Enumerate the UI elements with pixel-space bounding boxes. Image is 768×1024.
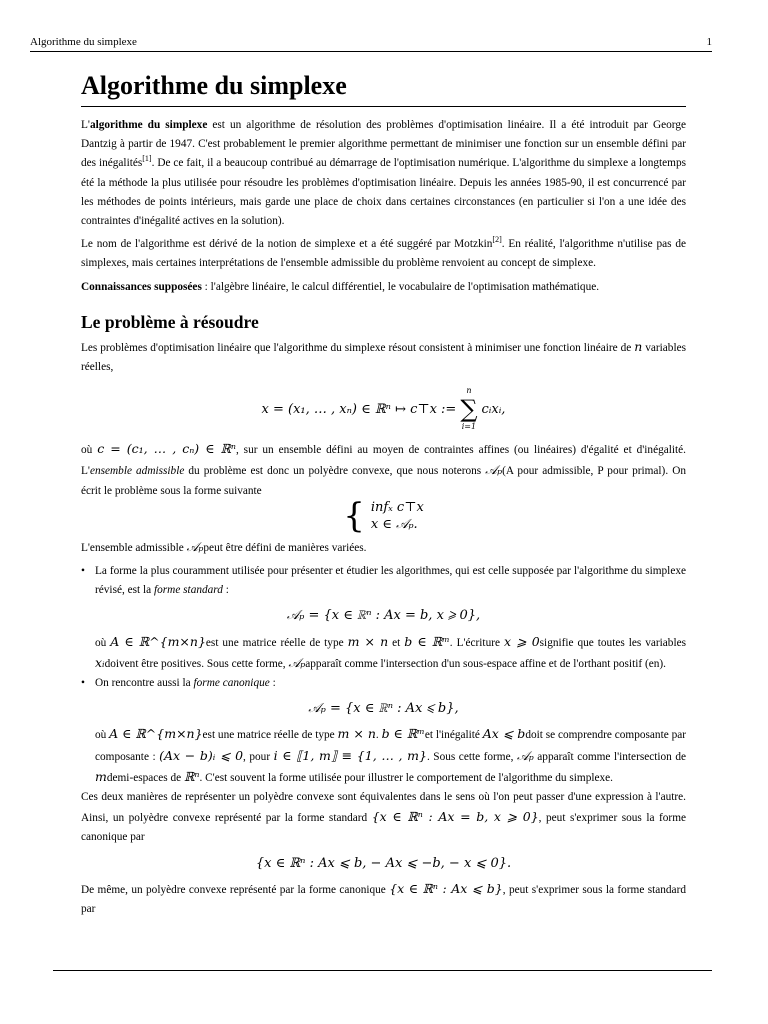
math-b-vector: b ∈ ℝᵐ [404, 633, 450, 649]
math-ax-le-b: Ax ⩽ b [482, 726, 526, 742]
intro-text: . En réalité, l'algorithme n'utilise pas de simplexes, mais certaines interprétations de l'ensemble admissible du problème renvoient au concept de simplexe. [81, 238, 686, 270]
equation-right: cᵢxᵢ, [481, 401, 506, 417]
equation-left: x = (x₁, … , xₙ) ∈ ℝⁿ ↦ c⊤x := [261, 401, 457, 417]
system-brace: { [343, 495, 365, 536]
body-text: (A pour admissible, P pour primal). On écrit le problème sous la forme suivante [81, 465, 686, 497]
body-text: De même, un polyèdre convexe représenté par la forme canonique [81, 883, 390, 896]
body-text: , peut s'exprimer sous la forme canonique par [81, 812, 686, 844]
bullet-icon: • [81, 565, 85, 578]
math-m: m [95, 768, 107, 784]
body-text: est une matrice réelle de type [205, 636, 348, 649]
header-rule [30, 51, 712, 52]
footer-rule [53, 970, 712, 971]
math-rn: ℝⁿ [184, 768, 200, 784]
intro-text: est un algorithme de résolution des problèmes d'optimisation linéaire. Il a été introduit par George Dantzig à partir de 1947. C'est probablement le premier algorithme permettant de minimiser une fonction sur un ensemble défini par des inégalités [81, 119, 686, 170]
term-forme-canonique[interactable]: forme canonique [193, 677, 270, 690]
math-xi: xᵢ [95, 654, 105, 670]
sum-lower-limit: i=1 [461, 422, 477, 432]
body-text: apparaît comme l'intersection de [533, 750, 687, 763]
standard-form-equation: 𝒜ₚ = {x ∈ ℝⁿ : Ax = b, x ⩾ 0}, [286, 608, 481, 624]
bullet-standard-form [81, 562, 686, 600]
math-ap: 𝒜ₚ [485, 462, 503, 478]
prerequisites-text: : l'algèbre linéaire, le calcul différentiel, le vocabulaire de l'optimisation mathématique. [201, 280, 600, 293]
body-text: où [81, 444, 98, 457]
equivalence-paragraph [81, 788, 686, 848]
section-heading-probleme: Le problème à résoudre [81, 311, 259, 332]
body-text: Ces deux manières de représenter un polyèdre convexe sont équivalentes dans le sens où l'on peut passer d'une expression à l'autre. Ainsi, un polyèdre convexe représenté par la forme standard [81, 791, 686, 825]
body-text: , sur un ensemble défini au moyen de contraintes affines (ou linéaires) d'égalité et d'inégalité. L' [81, 444, 687, 478]
system-lines [371, 499, 424, 533]
body-text: : [269, 677, 276, 690]
prerequisites-paragraph [81, 278, 686, 297]
problem-paragraph-2 [81, 439, 686, 501]
term-ensemble-admissible[interactable]: ensemble admissible [89, 465, 185, 478]
math-x-nonneg: x ⩾ 0 [503, 633, 540, 649]
page-title: Algorithme du simplexe [81, 70, 686, 107]
intro-text: . De ce fait, il a beaucoup contribué au démarrage de l'optimisation numérique. L'algorithme du simplexe a longtemps été la méthode la plus utilisée pour résoudre les problèmes d'optimisation linéaire. Depuis les années 1985-90, il est concurrencé par les méthodes de points intérieurs, mais garde une place de choix dans certaines circonstances (en particulier si l'on a une idée des contraintes d'inégalité actives en la solution). [81, 157, 686, 228]
body-text: et l'inégalité [424, 729, 483, 742]
running-title: Algorithme du simplexe [30, 36, 137, 48]
math-standard-set: {x ∈ ℝⁿ : Ax = b, x ⩾ 0} [371, 809, 539, 825]
body-text: L'ensemble admissible [81, 541, 187, 554]
body-text: doivent être positives. Sous cette forme, [104, 657, 289, 670]
body-text: . L'écriture [449, 636, 504, 649]
math-m-by-n: m × n [347, 633, 389, 649]
system-line-2: x ∈ 𝒜ₚ. [370, 516, 418, 532]
running-header [30, 36, 712, 48]
canonical-form-explanation [95, 724, 686, 788]
body-text: où [95, 729, 110, 742]
term-algorithme-du-simplexe[interactable]: algorithme du simplexe [89, 119, 208, 131]
standard-form-explanation [95, 632, 686, 674]
body-text: . Sous cette forme, [426, 750, 517, 763]
body-text: : [222, 584, 229, 597]
math-c-vector: c = (c₁, … , cₙ) ∈ ℝⁿ [97, 441, 236, 457]
body-text: apparaît comme l'intersection d'un sous-espace affine et de l'orthant positif (en). [305, 657, 666, 670]
math-canonical-set: {x ∈ ℝⁿ : Ax ⩽ b} [389, 880, 503, 896]
bullet-canonical-form [81, 674, 686, 693]
body-text: , peut s'exprimer sous la forme standard par [81, 883, 686, 916]
math-a-matrix: A ∈ ℝ^{m×n} [109, 726, 203, 742]
canonical-rewrite-equation: {x ∈ ℝⁿ : Ax ⩽ b, − Ax ⩽ −b, − x ⩽ 0}. [255, 855, 512, 871]
reference-2-link[interactable]: [2] [492, 235, 502, 245]
summation [460, 385, 477, 433]
body-text: et [388, 636, 405, 649]
bullet-icon: • [81, 677, 85, 690]
problem-paragraph-1 [81, 337, 686, 377]
body-text: . C'est souvent la forme utilisée pour illustrer le comportement de l'algorithme du simplexe. [199, 771, 613, 784]
prerequisites-label: Connaissances supposées [81, 280, 202, 293]
math-ap: 𝒜ₚ [516, 747, 534, 763]
body-text: variables réelles, [81, 341, 686, 374]
sum-upper-limit: n [466, 386, 472, 396]
body-text: . [375, 729, 382, 742]
math-a-matrix: A ∈ ℝ^{m×n} [110, 633, 206, 649]
article-body [81, 70, 686, 919]
problem-paragraph-3 [81, 537, 686, 558]
intro-text: Le nom de l'algorithme est dérivé de la notion de simplexe et a été suggéré par Motzkin [81, 238, 493, 251]
body-text: peut être défini de manières variées. [203, 541, 367, 554]
math-n: n [634, 338, 643, 354]
math-index-range: i ∈ ⟦1, m⟧ ≡ {1, … , m} [273, 747, 427, 763]
math-ap: 𝒜ₚ [288, 654, 306, 670]
problem-system [81, 495, 686, 536]
page-number: 1 [706, 36, 712, 48]
reference-1-link[interactable]: [1] [142, 154, 152, 164]
intro-paragraph-1 [81, 116, 686, 231]
intro-paragraph-2 [81, 235, 686, 273]
intro-text: L' [81, 119, 90, 131]
body-text: On rencontre aussi la [95, 677, 194, 690]
body-text: est une matrice réelle de type [202, 729, 338, 742]
body-text: doit se comprendre composante par composante : [95, 729, 686, 763]
math-b-vector: b ∈ ℝᵐ [381, 726, 425, 742]
body-text: Les problèmes d'optimisation linéaire que l'algorithme du simplexe résout consistent à minimiser une fonction linéaire de [81, 341, 635, 354]
body-text: , pour [243, 750, 274, 763]
math-componentwise: (Ax − b)ᵢ ⩽ 0 [159, 747, 244, 763]
math-ap: 𝒜ₚ [186, 538, 204, 554]
objective-equation [81, 385, 686, 433]
bullet-text [95, 562, 686, 600]
term-forme-standard[interactable]: forme standard [153, 584, 223, 597]
reverse-paragraph [81, 879, 686, 919]
body-text: demi-espaces de [106, 771, 185, 784]
math-m-by-n: m × n [337, 726, 376, 742]
body-text: signifie que toutes les variables [539, 636, 686, 649]
bullet-text [95, 674, 686, 693]
body-text: du problème est donc un polyèdre convexe, que nous noterons [184, 465, 486, 478]
canonical-form-equation: 𝒜ₚ = {x ∈ ℝⁿ : Ax ⩽ b}, [308, 701, 459, 717]
sum-symbol: ∑ [460, 395, 478, 424]
body-text: où [95, 636, 111, 649]
system-line-1: infₓ c⊤x [370, 499, 424, 515]
body-text: La forme la plus couramment utilisée pour présenter et étudier les algorithmes, qui est celle supposée par l'algorithme du simplexe révisé, est la [95, 565, 686, 597]
